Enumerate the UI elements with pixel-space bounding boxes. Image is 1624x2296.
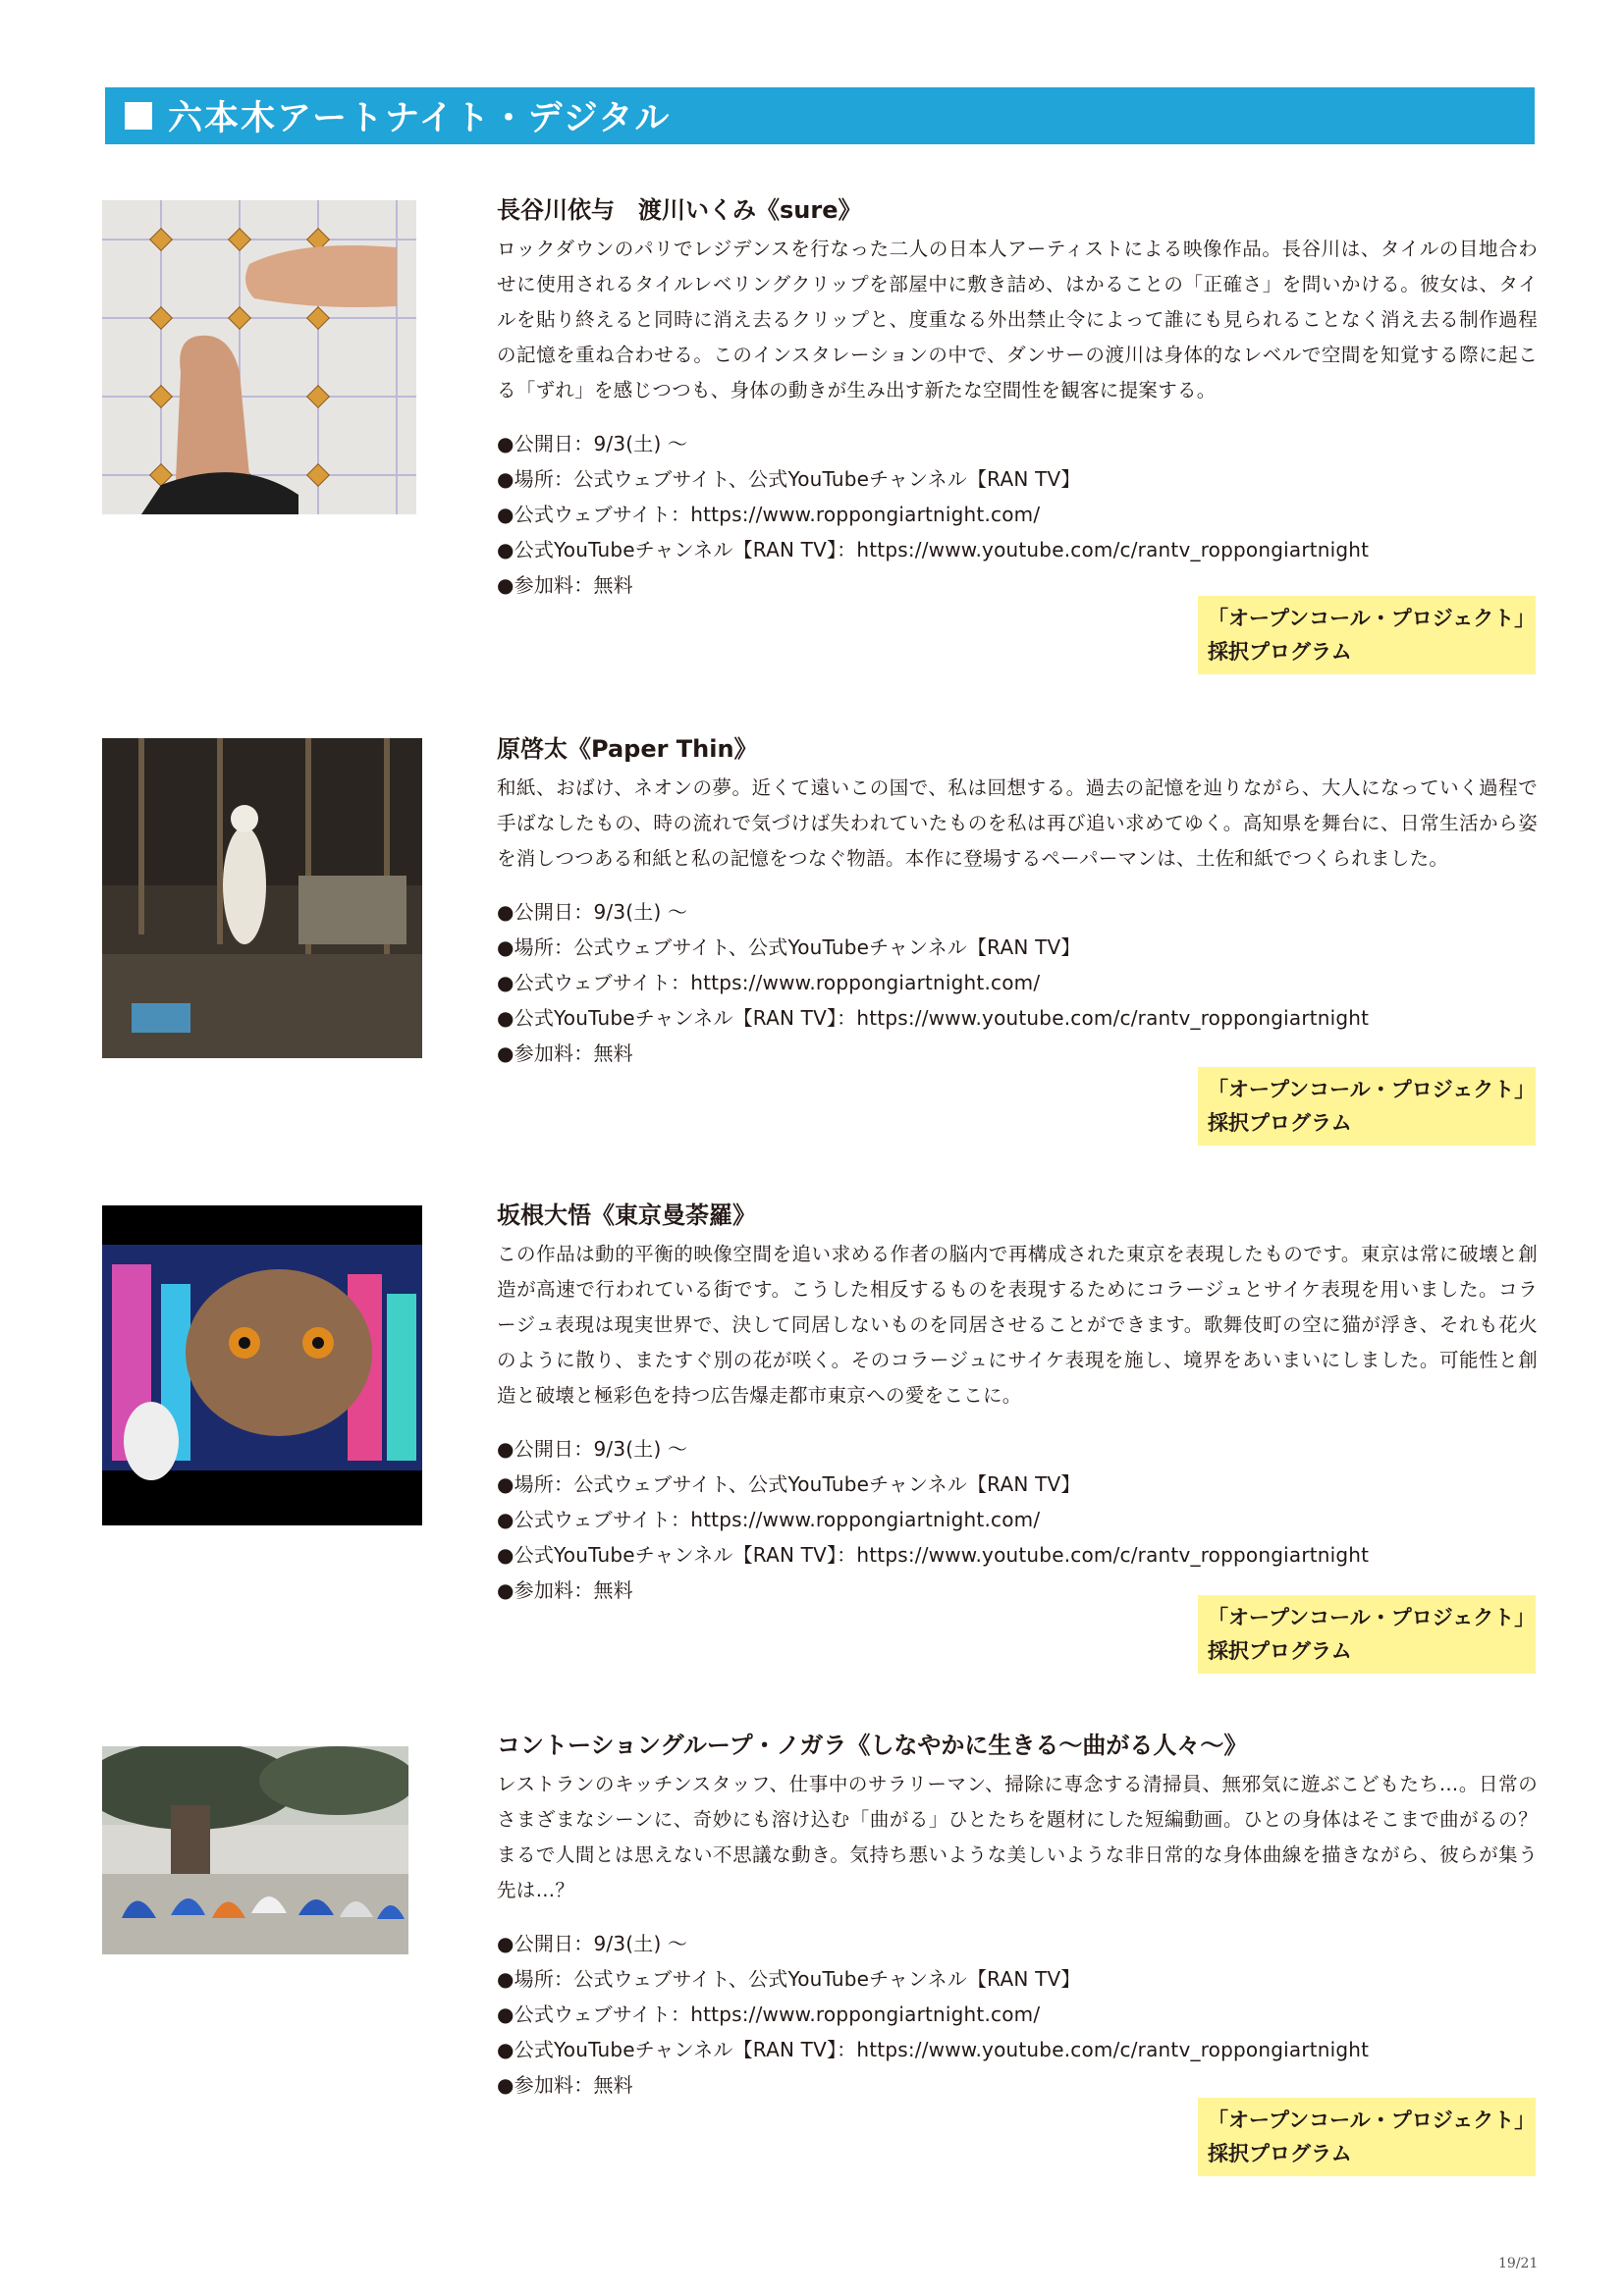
entry-title: 原啓太《Paper Thin》 xyxy=(497,735,758,763)
info-youtube-link[interactable]: ●公式YouTubeチャンネル【RAN TV】：https://www.youtube.com/c/rantv_roppongiartnight xyxy=(497,538,1370,561)
entry-image-nogara xyxy=(102,1746,408,1954)
info-website-link[interactable]: ●公式ウェブサイト：https://www.roppongiartnight.com/ xyxy=(497,1508,1041,1531)
entry-info-list xyxy=(497,894,1538,1071)
open-call-badge xyxy=(1198,2098,1536,2176)
info-youtube-link[interactable]: ●公式YouTubeチャンネル【RAN TV】：https://www.youtube.com/c/rantv_roppongiartnight xyxy=(497,1006,1370,1030)
info-youtube-link[interactable]: ●公式YouTubeチャンネル【RAN TV】：https://www.youtube.com/c/rantv_roppongiartnight xyxy=(497,1543,1370,1567)
entry-image-sure xyxy=(102,200,416,514)
entry-description: この作品は動的平衡的映像空間を追い求める作者の脳内で再構成された東京を表現したものです。東京は常に破壊と創造が高速で行われている街です。こうした相反するものを表現するためにコラージュとサイケ表現を用いました。コラージュ表現は現実世界で、決して同居しないものを同居させることができます。歌舞伎町の空に猫が浮き、それも花火のように散り、またすぐ別の花が咲く。そのコラージュにサイケ表現を施し、境界をあいまいにしました。可能性と創造と破壊と極彩色を持つ広告爆走都市東京への愛をここに。 xyxy=(497,1243,1538,1407)
section-header xyxy=(105,87,1535,144)
badge-project-label: 「オープンコール・プロジェクト」 xyxy=(1208,607,1536,630)
open-call-badge xyxy=(1198,596,1536,674)
info-website-link[interactable]: ●公式ウェブサイト：https://www.roppongiartnight.com/ xyxy=(497,971,1041,994)
badge-program-label: 採択プログラム xyxy=(1208,2142,1352,2165)
square-bullet-icon xyxy=(125,102,152,130)
info-website-link[interactable]: ●公式ウェブサイト：https://www.roppongiartnight.com/ xyxy=(497,503,1041,526)
badge-program-label: 採択プログラム xyxy=(1208,1111,1352,1135)
info-venue: ●場所：公式ウェブサイト、公式YouTubeチャンネル【RAN TV】 xyxy=(497,935,1081,959)
badge-program-label: 採択プログラム xyxy=(1208,640,1352,664)
section-title: 六本木アートナイト・デジタル xyxy=(168,99,672,138)
badge-program-label: 採択プログラム xyxy=(1208,1639,1352,1663)
contortion-group-image xyxy=(102,1746,408,1954)
open-call-badge xyxy=(1198,1595,1536,1674)
info-youtube-link[interactable]: ●公式YouTubeチャンネル【RAN TV】：https://www.youtube.com/c/rantv_roppongiartnight xyxy=(497,2038,1370,2061)
entry-info-list xyxy=(497,1431,1538,1608)
page-number: 19/21 xyxy=(1498,2256,1539,2271)
entry-image-paper-thin xyxy=(102,738,422,1058)
badge-project-label: 「オープンコール・プロジェクト」 xyxy=(1208,1078,1536,1101)
info-release-date: ●公開日：9/3(土) 〜 xyxy=(497,1437,688,1461)
cat-collage-image xyxy=(102,1205,422,1525)
open-call-badge xyxy=(1198,1067,1536,1146)
info-fee: ●参加料：無料 xyxy=(497,1578,633,1602)
info-website-link[interactable]: ●公式ウェブサイト：https://www.roppongiartnight.com/ xyxy=(497,2002,1041,2026)
badge-project-label: 「オープンコール・プロジェクト」 xyxy=(1208,1606,1536,1629)
entry-title: コントーショングループ・ノガラ《しなやかに生きる〜曲がる人々〜》 xyxy=(497,1732,1248,1759)
entry-image-tokyo-mandala xyxy=(102,1205,422,1525)
entry-description: ロックダウンのパリでレジデンスを行なった二人の日本人アーティストによる映像作品。長谷川は、タイルの目地合わせに使用されるタイルレベリングクリップを部屋中に敷き詰め、はかることの「正確さ」を問いかける。彼女は、タイルを貼り終えると同時に消え去るクリップと、度重なる外出禁止令によって誰にも見られることなく消え去る制作過程の記憶を重ね合わせる。このインスタレーションの中で、ダンサーの渡川は身体的なレベルで空間を知覚する際に起こる「ずれ」を感じつつも、身体の動きが生み出す新たな空間性を観客に提案する。 xyxy=(497,238,1538,401)
entry-title: 坂根大悟《東京曼荼羅》 xyxy=(497,1201,756,1229)
badge-project-label: 「オープンコール・プロジェクト」 xyxy=(1208,2109,1536,2132)
info-fee: ●参加料：無料 xyxy=(497,573,633,597)
info-venue: ●場所：公式ウェブサイト、公式YouTubeチャンネル【RAN TV】 xyxy=(497,1967,1081,1991)
info-fee: ●参加料：無料 xyxy=(497,2073,633,2097)
entry-info-list xyxy=(497,426,1538,603)
info-venue: ●場所：公式ウェブサイト、公式YouTubeチャンネル【RAN TV】 xyxy=(497,1472,1081,1496)
info-release-date: ●公開日：9/3(土) 〜 xyxy=(497,1932,688,1955)
entry-description: レストランのキッチンスタッフ、仕事中のサラリーマン、掃除に専念する清掃員、無邪気に遊ぶこどもたち…。日常のさまざまなシーンに、奇妙にも溶け込む「曲がる」ひとたちを題材にした短編動画。ひとの身体はそこまで曲がるの？まるで人間とは思えない不思議な動き。気持ち悪いような美しいような非日常的な身体曲線を描きながら、彼らが集う先は…？ xyxy=(497,1773,1538,1901)
entry-title: 長谷川依与 渡川いくみ《sure》 xyxy=(497,196,862,224)
workshop-paperman-image xyxy=(102,738,422,1058)
info-venue: ●場所：公式ウェブサイト、公式YouTubeチャンネル【RAN TV】 xyxy=(497,467,1081,491)
entry-description: 和紙、おばけ、ネオンの夢。近くて遠いこの国で、私は回想する。過去の記憶を辿りながら、大人になっていく過程で手ばなしたもの、時の流れで気づけば失われていたものを私は再び追い求めてゆく。高知県を舞台に、日常生活から姿を消しつつある和紙と私の記憶をつなぐ物語。本作に登場するペーパーマンは、土佐和紙でつくられました。 xyxy=(497,776,1538,870)
info-release-date: ●公開日：9/3(土) 〜 xyxy=(497,432,688,455)
entry-info-list xyxy=(497,1926,1538,2103)
tile-installation-image xyxy=(102,200,416,514)
info-fee: ●参加料：無料 xyxy=(497,1041,633,1065)
info-release-date: ●公開日：9/3(土) 〜 xyxy=(497,900,688,924)
